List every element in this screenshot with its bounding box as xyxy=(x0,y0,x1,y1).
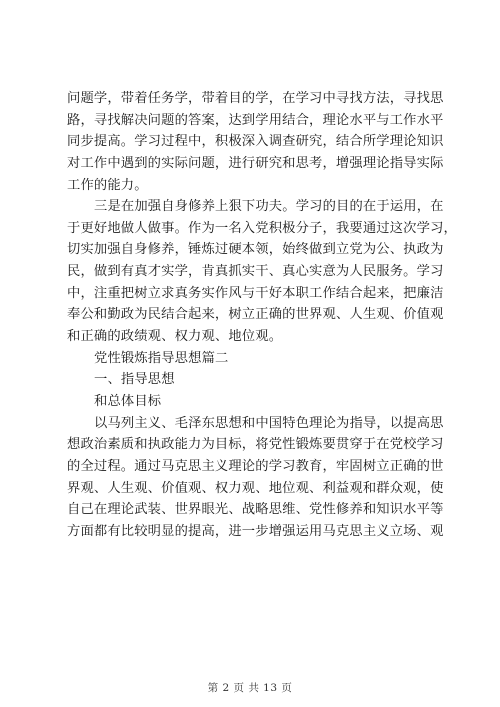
page-footer: 第 2 页 共 13 页 xyxy=(207,682,293,694)
text-line: 中，注重把树立求真务实作风与干好本职工作结合起来，把廉洁 xyxy=(67,285,444,301)
text-line: 于更好地做人做事。作为一名入党积极分子，我要通过这次学习， xyxy=(67,220,457,236)
text-line: 想政治素质和执政能力为目标，将党性锻炼要贯穿于在党校学习 xyxy=(67,437,444,453)
text-line: 民，做到有真才实学，肯真抓实干、真心实意为人民服务。学习 xyxy=(67,264,444,280)
section-heading: 党性锻炼指导思想篇二 xyxy=(94,350,229,366)
text-line: 同步提高。学习过程中，积极深入调查研究，结合所学理论知识 xyxy=(67,134,444,150)
text-line: 问题学，带着任务学，带着目的学，在学习中寻找方法，寻找思 xyxy=(67,91,444,106)
text-line: 以马列主义、毛泽东思想和中国特色理论为指导，以提高思 xyxy=(94,415,444,431)
section-heading: 和总体目标 xyxy=(94,393,162,409)
document-body xyxy=(67,88,457,542)
section-heading: 一、指导思想 xyxy=(94,372,175,388)
text-line: 方面都有比较明显的提高，进一步增强运用马克思主义立场、观 xyxy=(67,523,444,539)
text-line: 的全过程。通过马克思主义理论的学习教育，牢固树立正确的世 xyxy=(67,458,444,474)
text-line: 路，寻找解决问题的答案，达到学用结合，理论水平与工作水平 xyxy=(67,112,444,128)
text-line: 自己在理论武装、世界眼光、战略思维、党性修养和知识水平等 xyxy=(67,502,444,518)
text-line: 工作的能力。 xyxy=(67,177,148,193)
text-line: 奉公和勤政为民结合起来，树立正确的世界观、人生观、价值观 xyxy=(67,307,444,323)
text-line: 三是在加强自身修养上狠下功夫。学习的目的在于运用，在 xyxy=(94,199,444,215)
text-line: 和正确的政绩观、权力观、地位观。 xyxy=(67,329,283,345)
text-line: 对工作中遇到的实际问题，进行研究和思考，增强理论指导实际 xyxy=(67,155,444,171)
text-line: 切实加强自身修养，锤炼过硬本领，始终做到立党为公、执政为 xyxy=(67,242,444,258)
text-line: 界观、人生观、价值观、权力观、地位观、利益观和群众观，使 xyxy=(67,480,444,496)
